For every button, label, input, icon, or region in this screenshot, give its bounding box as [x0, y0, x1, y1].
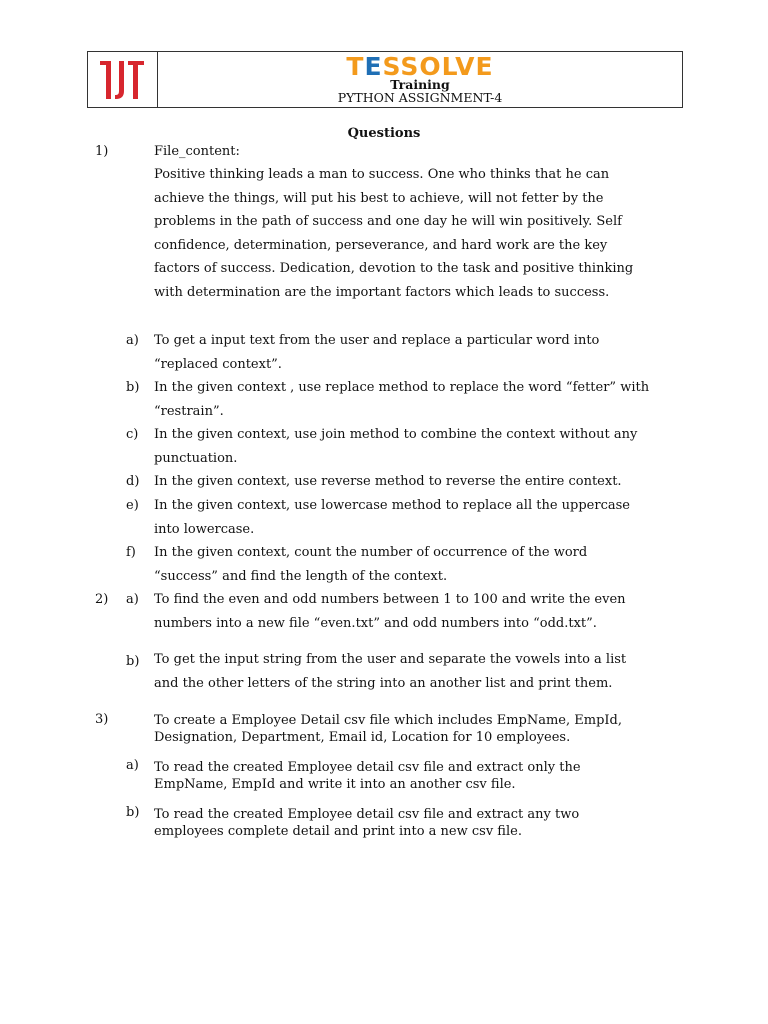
file-content-paragraph: Positive thinking leads a man to success. One who thinks that he can achieve the things, will put his best to achieve, will not fetter by the problems in the path of success and one day he will win positively. Self confidence, determination, perseverance, and hard work are the key factors of success. Dedication, devotion to the task and positive thinking with determination are the important factors which leads to success.	[154, 167, 634, 300]
q1a-text: To get a input text from the user and replace a particular word into “replaced context”.	[154, 333, 600, 372]
q2b-letter: b)	[126, 654, 140, 669]
q1c-text: In the given context, use join method to combine the context without any punctuation.	[154, 427, 638, 466]
q3b-letter: b)	[126, 805, 140, 820]
questions-heading: Questions	[347, 126, 421, 141]
q1c-letter: c)	[126, 427, 139, 442]
q1a-letter: a)	[126, 333, 139, 348]
q3a-letter: a)	[126, 758, 139, 773]
q1b-text: In the given context , use replace method to replace the word “fetter” with “restrain”.	[154, 380, 650, 419]
q1-number: 1)	[95, 144, 109, 159]
q1f-text: In the given context, count the number of occurrence of the word “success” and find the length of the context.	[154, 545, 588, 584]
q1f-letter: f)	[126, 545, 136, 560]
q1e-letter: e)	[126, 498, 139, 513]
q3-number: 3)	[95, 712, 109, 727]
q2a-letter: a)	[126, 592, 139, 607]
tessolve-mark-icon	[98, 59, 146, 101]
assignment-title: PYTHON ASSIGNMENT-4	[337, 90, 503, 105]
brand-logo: TESSOLVE	[346, 52, 494, 81]
q1b-letter: b)	[126, 380, 140, 395]
q3b-text: To read the created Employee detail csv file and extract any two employees complete detail and print into a new csv file.	[154, 807, 580, 839]
q1e-text: In the given context, use lowercase method to replace all the uppercase into lowercase.	[154, 498, 630, 537]
q2b-text: To get the input string from the user and separate the vowels into a list and the other letters of the string into an another list and print them.	[154, 652, 627, 691]
q1d-text: In the given context, use reverse method to reverse the entire context.	[154, 474, 622, 489]
q3a-text: To read the created Employee detail csv file and extract only the EmpName, EmpId and write it into an another csv file.	[154, 760, 581, 792]
training-label: Training	[390, 77, 450, 92]
q2-number: 2)	[95, 592, 109, 607]
q3-intro: To create a Employee Detail csv file which includes EmpName, EmpId, Designation, Department, Email id, Location for 10 employees.	[154, 713, 622, 745]
logo-cell	[88, 52, 158, 107]
header-table	[87, 51, 683, 108]
q1d-letter: d)	[126, 474, 140, 489]
q1-label: File_content:	[154, 144, 240, 159]
q2a-text: To find the even and odd numbers between 1 to 100 and write the even numbers into a new file “even.txt” and odd numbers into “odd.txt”.	[154, 592, 626, 631]
brand-area	[158, 52, 682, 105]
